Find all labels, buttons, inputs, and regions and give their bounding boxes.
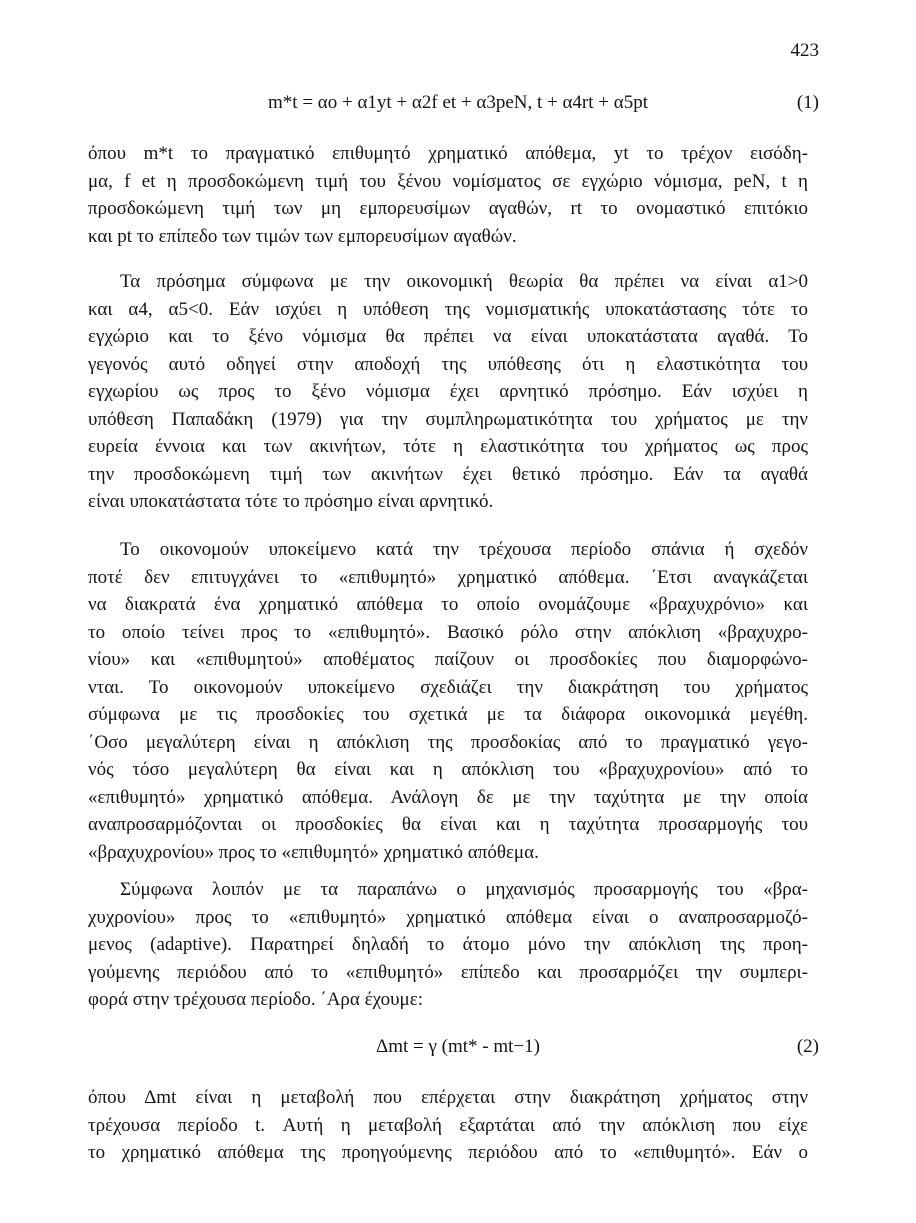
paragraph-line: τρέχουσα περίοδο t. Αυτή η μεταβολή εξαρτάται από την απόκλιση που είχε bbox=[88, 1114, 808, 1136]
equation-2-number: (2) bbox=[796, 1036, 819, 1057]
paragraph-line: γούμενης περιόδου από το «επιθυμητό» επίπεδο και προσαρμόζει την συμπερι- bbox=[88, 961, 808, 983]
paragraph-line: νίου» και «επιθυμητού» αποθέματος παίζουν οι προσδοκίες που διαμορφώνο- bbox=[88, 649, 808, 670]
paragraph-line: Το οικονομούν υποκείμενο κατά την τρέχουσα περίοδο σπάνια ή σχεδόν bbox=[120, 539, 808, 560]
paragraph-line: υπόθεση Παπαδάκη (1979) για την συμπληρωματικότητα του χρήματος με την bbox=[88, 408, 808, 430]
paragraph-1 bbox=[88, 140, 808, 250]
paragraph-line: ΄Οσο μεγαλύτερη είναι η απόκλιση της προσδοκίας από το πραγματικό γεγο- bbox=[88, 731, 808, 753]
paragraph-line: «βραχυχρονίου» προς το «επιθυμητό» χρηματικό απόθεμα. bbox=[88, 841, 539, 863]
paragraph-line: είναι υποκατάστατα τότε το πρόσημο είναι αρνητικό. bbox=[88, 491, 494, 512]
paragraph-line: όπου m*t το πραγματικό επιθυμητό χρηματικό απόθεμα, yt το τρέχον εισόδη- bbox=[88, 143, 808, 164]
equation-2 bbox=[0, 1036, 916, 1058]
paragraph-line: χυχρονίου» προς το «επιθυμητό» χρηματικό απόθεμα είναι ο αναπροσαρμοζό- bbox=[88, 906, 808, 928]
equation-1-text: m*t = αo + α1yt + α2f et + α3peN, t + α4rt + α5pt bbox=[268, 92, 648, 113]
paragraph-line: αναπροσαρμόζονται οι προσδοκίες θα είναι και η ταχύτητα προσαρμογής του bbox=[88, 814, 808, 835]
paragraph-line: όπου Δmt είναι η μεταβολή που επέρχεται στην διακράτηση χρήματος στην bbox=[88, 1087, 808, 1108]
paragraph-line: προσδοκώμενη τιμή των μη εμπορευσίμων αγαθών, rt το ονομαστικό επιτόκιο bbox=[88, 198, 808, 219]
paragraph-line: Τα πρόσημα σύμφωνα με την οικονομική θεωρία θα πρέπει να είναι α1>0 bbox=[120, 271, 808, 292]
paragraph-line: εγχωρίου ως προς το ξένο νόμισμα έχει αρνητικό πρόσημο. Εάν ισχύει η bbox=[88, 381, 808, 402]
paragraph-4 bbox=[88, 876, 808, 1014]
paragraph-line: την προσδοκώμενη τιμή των ακινήτων έχει θετικό πρόσημο. Εάν τα αγαθά bbox=[88, 463, 808, 485]
paragraph-3 bbox=[88, 536, 808, 866]
paragraph-line: το χρηματικό απόθεμα της προηγούμενης περιόδου από το «επιθυμητό». Εάν ο bbox=[88, 1142, 808, 1163]
page-number: 423 bbox=[790, 40, 819, 61]
paragraph-line: φορά στην τρέχουσα περίοδο. ΄Αρα έχουμε: bbox=[88, 989, 423, 1010]
equation-1 bbox=[0, 92, 916, 114]
paragraph-line: να διακρατά ένα χρηματικό απόθεμα το οποίο ονομάζουμε «βραχυχρόνιο» και bbox=[88, 594, 808, 615]
paragraph-line: «επιθυμητό» χρηματικό απόθεμα. Ανάλογη δε με την ταχύτητα με την οποία bbox=[88, 786, 808, 808]
paragraph-line: σύμφωνα με τις προσδοκίες του σχετικά με τα διάφορα οικονομικά μεγέθη. bbox=[88, 704, 808, 725]
paragraph-2 bbox=[88, 268, 808, 516]
paragraph-line: ποτέ δεν επιτυγχάνει το «επιθυμητό» χρηματικό απόθεμα. ΄Ετσι αναγκάζεται bbox=[88, 566, 808, 588]
paragraph-line: νός τόσο μεγαλύτερη θα είναι και η απόκλιση του «βραχυχρονίου» από το bbox=[88, 759, 808, 780]
equation-1-number: (1) bbox=[796, 92, 819, 113]
paragraph-line: γεγονός αυτό οδηγεί στην αποδοχή της υπόθεσης ότι η ελαστικότητα του bbox=[88, 353, 808, 375]
paragraph-line: και pt το επίπεδο των τιμών των εμπορευσίμων αγαθών. bbox=[88, 225, 517, 247]
paragraph-line: ευρεία έννοια και των ακινήτων, τότε η ελαστικότητα του χρήματος ως προς bbox=[88, 436, 808, 457]
paragraph-line: εγχώριο και το ξένο νόμισμα θα πρέπει να είναι υποκατάστατα αγαθά. Το bbox=[88, 326, 808, 347]
paragraph-line: και α4, α5<0. Εάν ισχύει η υπόθεση της νομισματικής υποκατάστασης τότε το bbox=[88, 298, 808, 320]
paragraph-line: μα, f et η προσδοκώμενη τιμή του ξένου νομίσματος σε εγχώριο νόμισμα, peN, t η bbox=[88, 170, 808, 192]
paragraph-line: μενος (adaptive). Παρατηρεί δηλαδή το άτομο μόνο την απόκλιση της προη- bbox=[88, 934, 808, 955]
paragraph-line: Σύμφωνα λοιπόν με τα παραπάνω ο μηχανισμός προσαρμογής του «βρα- bbox=[120, 879, 808, 900]
paragraph-5 bbox=[88, 1084, 808, 1167]
equation-2-text: Δmt = γ (mt* - mt−1) bbox=[376, 1036, 540, 1057]
paragraph-line: νται. Το οικονομούν υποκείμενο σχεδιάζει την διακράτηση του χρήματος bbox=[88, 676, 808, 698]
paragraph-line: το οποίο τείνει προς το «επιθυμητό». Βασικό ρόλο στην απόκλιση «βραχυχρο- bbox=[88, 621, 808, 643]
